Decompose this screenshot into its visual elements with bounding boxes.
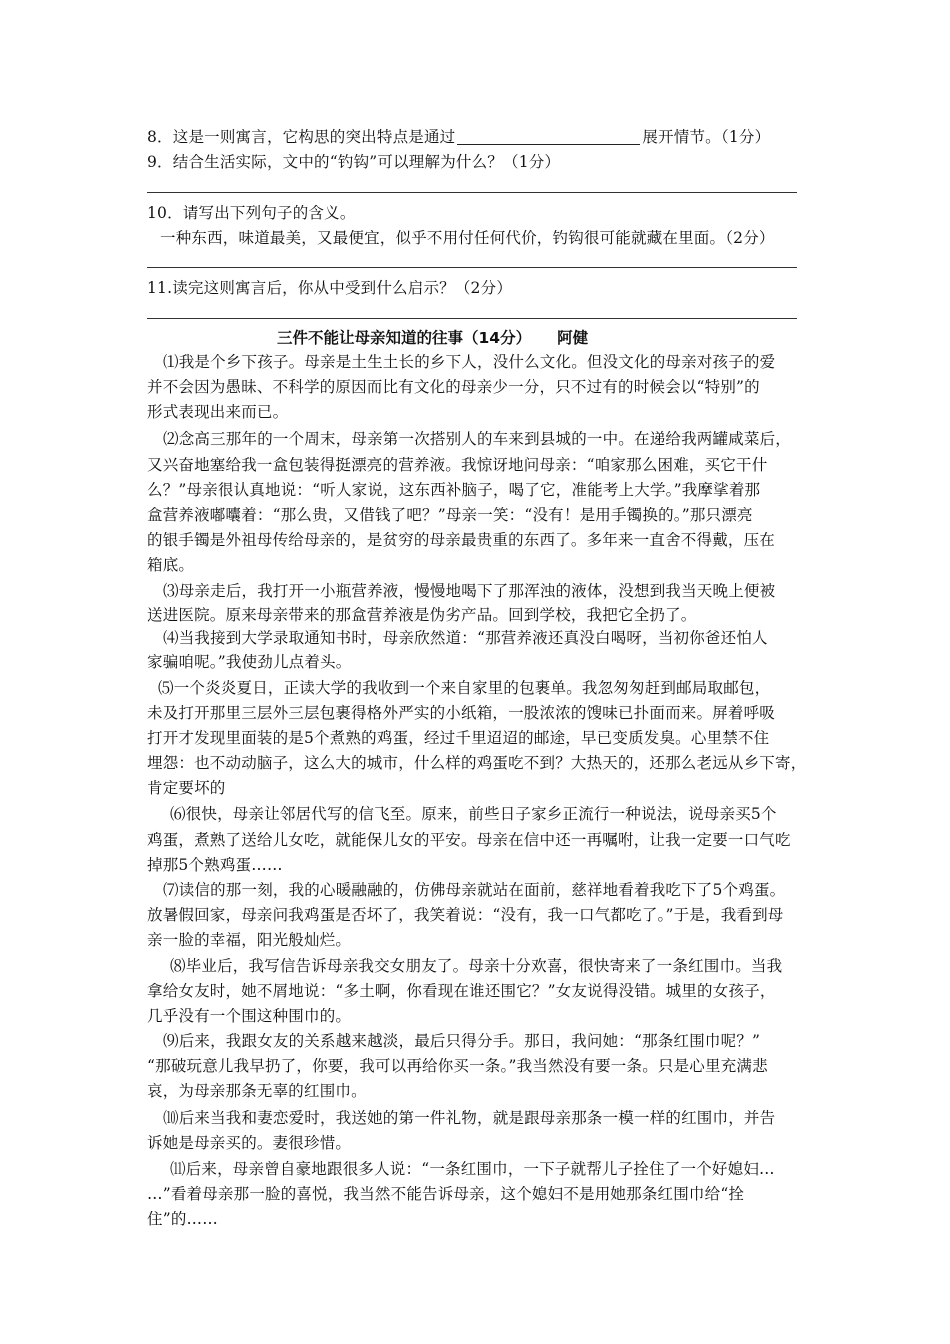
answer-blank-8[interactable] — [457, 128, 640, 145]
question-10-sentence: 一种东西，味道最美，又最便宜，似乎不用付任何代价，钓钩很可能就藏在里面。（2分） — [160, 229, 775, 247]
article-line: 盒营养液嘟囔着：“那么贵，又借钱了吧？”母亲一笑：“没有！是用手镯换的。”那只漂亮 — [147, 506, 753, 524]
article-line: 并不会因为愚昧、不科学的原因而比有文化的母亲少一分，只不过有的时候会以“特别”的 — [147, 378, 760, 396]
article-line: ⑴我是个乡下孩子。母亲是土生土长的乡下人，没什么文化。但没文化的母亲对孩子的爱 — [163, 353, 776, 371]
article-line: 几乎没有一个围这种围巾的。 — [147, 1007, 352, 1025]
article-title-line — [277, 326, 588, 348]
article-line: 掉那5个熟鸡蛋…… — [147, 856, 283, 874]
article-line: …”看着母亲那一脸的喜悦，我当然不能告诉母亲，这个媳妇不是用她那条红围巾给“拴 — [147, 1185, 745, 1203]
article-line: 箱底。 — [147, 556, 195, 574]
article-line: ⑽后来当我和妻恋爱时，我送她的第一件礼物，就是跟母亲那条一模一样的红围巾，并告 — [163, 1109, 776, 1127]
article-line: 肯定要坏的 — [147, 779, 226, 797]
article-line: “那破玩意儿我早扔了，你要，我可以再给你买一条。”我当然没有要一条。只是心里充满悲 — [147, 1057, 768, 1075]
question-9: 9．结合生活实际，文中的“钓钩”可以理解为什么？（1分） — [147, 153, 561, 171]
question-8-suffix: 展开情节。（1分） — [642, 128, 771, 146]
article-line: ⑶母亲走后，我打开一小瓶营养液，慢慢地喝下了那浑浊的液体，没想到我当天晚上便被 — [163, 582, 776, 600]
article-line: 哀，为母亲那条无辜的红围巾。 — [147, 1082, 367, 1100]
article-line: 鸡蛋，煮熟了送给儿女吃，就能保儿女的平安。母亲在信中还一再嘱咐，让我一定要一口气吃 — [147, 831, 791, 849]
article-line: ⑾后来，母亲曾自豪地跟很多人说：“一条红围巾，一下子就帮儿子拴住了一个好媳妇… — [170, 1160, 775, 1178]
answer-line-9[interactable] — [147, 192, 797, 193]
article-line: 埋怨：也不动动脑子，这么大的城市，什么样的鸡蛋吃不到？大热天的，还那么老远从乡下寄， — [147, 754, 807, 772]
article-line: ⑹很快，母亲让邻居代写的信飞至。原来，前些日子家乡正流行一种说法，说母亲买5个 — [170, 805, 777, 823]
article-line: 打开才发现里面装的是5个煮熟的鸡蛋，经过千里迢迢的邮途，早已变质发臭。心里禁不住 — [147, 729, 770, 747]
article-line: ⑺读信的那一刻，我的心暖融融的，仿佛母亲就站在面前，慈祥地看着我吃下了5个鸡蛋。 — [163, 881, 786, 899]
article-line: 拿给女友时，她不屑地说：“多土啊，你看现在谁还围它？”女友说得没错。城里的女孩子， — [147, 982, 776, 1000]
question-8-prefix: 8．这是一则寓言，它构思的突出特点是通过 — [147, 128, 456, 146]
article-line: 诉她是母亲买的。妻很珍惜。 — [147, 1134, 352, 1152]
answer-line-11[interactable] — [147, 318, 797, 319]
question-11: 11.读完这则寓言后，你从中受到什么启示？（2分） — [147, 279, 513, 297]
article-line: 的银手镯是外祖母传给母亲的，是贫穷的母亲最贵重的东西了。多年来一直舍不得戴，压在 — [147, 531, 776, 549]
article-line: 住”的…… — [147, 1210, 218, 1228]
article-line: 么？”母亲很认真地说：“听人家说，这东西补脑子，喝了它，准能考上大学。”我摩挲着那 — [147, 481, 761, 499]
article-line: 又兴奋地塞给我一盒包装得挺漂亮的营养液。我惊讶地问母亲：“咱家那么困难，买它干什 — [147, 456, 768, 474]
article-line: ⑸一个炎炎夏日，正读大学的我收到一个来自家里的包裹单。我忽匆匆赶到邮局取邮包， — [158, 679, 771, 697]
question-10: 10．请写出下列句子的含义。 — [147, 204, 356, 222]
article-line: 未及打开那里三层外三层包裹得格外严实的小纸箱，一股浓浓的馊味已扑面而来。屏着呼吸 — [147, 704, 776, 722]
article-line: 放暑假回家，母亲问我鸡蛋是否坏了，我笑着说：“没有，我一口气都吃了。”于是，我看到母 — [147, 906, 784, 924]
article-line: ⑵念高三那年的一个周末，母亲第一次搭别人的车来到县城的一中。在递给我两罐咸菜后， — [163, 430, 792, 448]
answer-line-10[interactable] — [147, 267, 797, 268]
article-line: 家骗咱呢。”我使劲儿点着头。 — [147, 653, 352, 671]
article-line: 形式表现出来而已。 — [147, 403, 289, 421]
article-line: 亲一脸的幸福，阳光般灿烂。 — [147, 931, 352, 949]
article-line: ⑼后来，我跟女友的关系越来越淡，最后只得分手。那日，我问她：“那条红围巾呢？” — [163, 1032, 761, 1050]
question-8 — [147, 126, 770, 148]
article-title: 三件不能让母亲知道的往事（14分） — [277, 329, 532, 347]
article-line: 送进医院。原来母亲带来的那盒营养液是伪劣产品。回到学校，我把它全扔了。 — [147, 606, 697, 624]
article-author: 阿健 — [557, 329, 589, 347]
article-line: ⑷当我接到大学录取通知书时，母亲欣然道：“那营养液还真没白喝呀，当初你爸还怕人 — [163, 629, 768, 647]
article-line: ⑻毕业后，我写信告诉母亲我交女朋友了。母亲十分欢喜，很快寄来了一条红围巾。当我 — [170, 957, 783, 975]
